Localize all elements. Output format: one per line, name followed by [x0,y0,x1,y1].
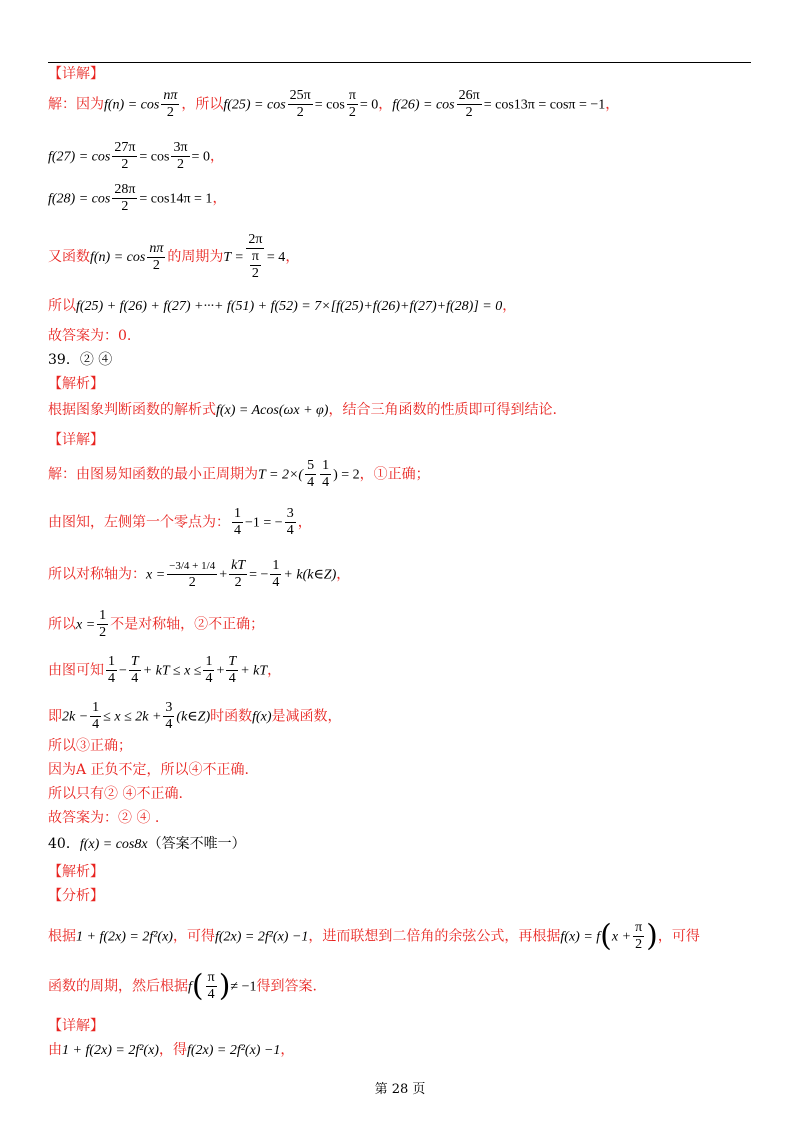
text-line-15: 即2k − $\frac{1}{4}$ ≤ x ≤ 2k + $\frac{3}{4}$ (k∈Z)时函数f(x)是减函数， [48,700,342,732]
text-line-24: 函数的周期，然后根据f( $\frac{\pi}{4}$ )≠ −1得到答案. [48,968,317,1004]
text-line-4: 又函数f(n) = cos $\frac{n\pi}{2}$ 的周期为T = $\frac{2\pi}{\frac{\pi}{2}}$ = 4， [48,232,300,281]
text-line-10: 解：由图易知函数的最小正周期为T = 2×( $\frac{5}{4}$ $\frac{1}{4}$ ) = 2，①正确； [48,458,430,490]
text-line-11: 由图知，左侧第一个零点为： $\frac{1}{4}$ −1 = − $\frac{3}{4}$ ， [48,506,312,538]
text-line-2: f(27) = cos $\frac{27\pi}{2}$ = cos $\frac{3\pi}{2}$ = 0， [48,140,224,172]
text-line-18: 所以只有② ④不正确. [48,786,183,802]
text-line-5: 所以f(25) + f(26) + f(27) +···+ f(51) + f(52) = 7×[f(25)+f(26)+f(27)+f(28)] = 0， [48,298,517,314]
text-line-23: 根据1 + f(2x) = 2f²(x)，可得f(2x) = 2f²(x) −1，进而联想到二倍角的余弦公式，再根据f(x) = f(x + $\frac{\pi}{2}$ )，可得 [48,918,700,954]
section-heading-detail-40: 【详解】 [48,1018,104,1034]
text-line-12: 所以对称轴为：x = $\frac{-3/4 + 1/4}{2}$ + $\frac{kT}{2}$ = − $\frac{1}{4}$ + k(k∈Z)， [48,558,351,590]
text-line-14: 由图可知 $\frac{1}{4}$ − $\frac{T}{4}$ + kT ≤ x ≤ $\frac{1}{4}$ + $\frac{T}{4}$ + kT， [48,654,282,686]
header-rule [48,62,751,63]
answer-line-38: 故答案为：0. [48,328,132,344]
question-39-answer: 39．② ④ [48,352,113,368]
text-line-13: 所以x = $\frac{1}{2}$ 不是对称轴，②不正确； [48,608,265,640]
section-heading-analysis-40: 【解析】 [48,864,104,880]
text-line-8: 根据图象判断函数的解析式f(x) = Acos(ωx + φ)，结合三角函数的性质即可得到结论. [48,402,557,418]
section-heading-detail: 【详解】 [48,66,104,82]
section-heading-detail-39: 【详解】 [48,432,104,448]
text-line-3: f(28) = cos $\frac{28\pi}{2}$ = cos14π = 1， [48,182,227,214]
page-footer: 第 28 页 [374,1082,426,1097]
text-line-1: 解：因为f(n) = cos $\frac{n\pi}{2}$ ，所以f(25) = cos $\frac{25\pi}{2}$ = cos $\frac{\pi}{2}$ = 0，f(26) = cos $\frac{26\pi}{2}$ = cos13π = cosπ = −1， [48,88,620,120]
section-heading-analysis-39: 【解析】 [48,376,104,392]
text-line-26: 由1 + f(2x) = 2f²(x)，得f(2x) = 2f²(x) −1， [48,1042,295,1058]
text-line-17: 因为A 正负不定，所以④不正确. [48,762,250,778]
question-40-answer: 40．f(x) = cos8x（答案不唯一） [48,836,246,852]
section-heading-fenxi-40: 【分析】 [48,888,104,904]
text-line-16: 所以③正确； [48,738,132,754]
text-line-19: 故答案为：② ④ . [48,810,160,826]
